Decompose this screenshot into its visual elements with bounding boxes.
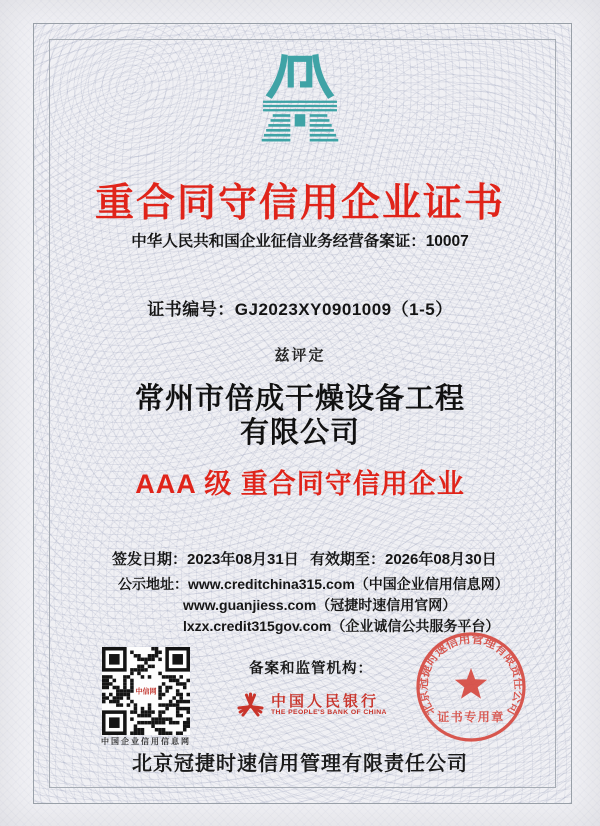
pboc-emblem-icon <box>237 691 264 721</box>
qr-code <box>102 647 190 735</box>
dates-row <box>0 548 600 568</box>
company-name-line1: 常州市倍成干燥设备工程 <box>134 383 465 415</box>
qr-center-label: 中信网 <box>135 687 157 696</box>
pboc-block <box>237 690 407 724</box>
publicity-label: 公示地址： <box>118 576 188 592</box>
seal-company-arc-text: 北京冠捷时速信用管理有限责任公司 <box>415 631 527 718</box>
credit-emblem-logo-icon <box>254 54 346 142</box>
valid-until-date: 有效期至：2026年08月30日 <box>310 551 497 568</box>
rating-line: AAA 级 重合同守信用企业 <box>135 469 465 499</box>
publicity-url-3: lxzx.credit315gov.com（企业诚信公共服务平台） <box>183 618 500 634</box>
qr-caption: 中国企业信用信息网 <box>101 737 191 746</box>
seal-star-icon <box>455 668 487 699</box>
publicity-url-2: www.guanjiess.com（冠捷时速信用官网） <box>183 597 457 613</box>
pboc-name-en: THE PEOPLE'S BANK OF CHINA <box>271 709 387 716</box>
certificate-number: 证书编号：GJ2023XY0901009（1-5） <box>147 300 453 319</box>
assessment-intro: 兹评定 <box>274 347 326 364</box>
certificate-title: 重合同守信用企业证书 <box>94 182 505 225</box>
company-name <box>0 382 600 450</box>
company-name-line2: 有限公司 <box>239 417 360 449</box>
registration-number-line: 中华人民共和国企业征信业务经营备案证：10007 <box>131 233 469 250</box>
regulator-label: 备案和监管机构： <box>249 661 373 677</box>
seal-type-text: 证书专用章 <box>437 710 505 724</box>
issue-date: 签发日期：2023年08月31日 <box>112 551 299 568</box>
issuer-company-name: 北京冠捷时速信用管理有限责任公司 <box>132 753 468 775</box>
publicity-url-1: www.creditchina315.com（中国企业信用信息网） <box>188 576 509 592</box>
pboc-name-cn: 中国人民银行 <box>271 694 380 710</box>
company-seal <box>412 628 530 746</box>
